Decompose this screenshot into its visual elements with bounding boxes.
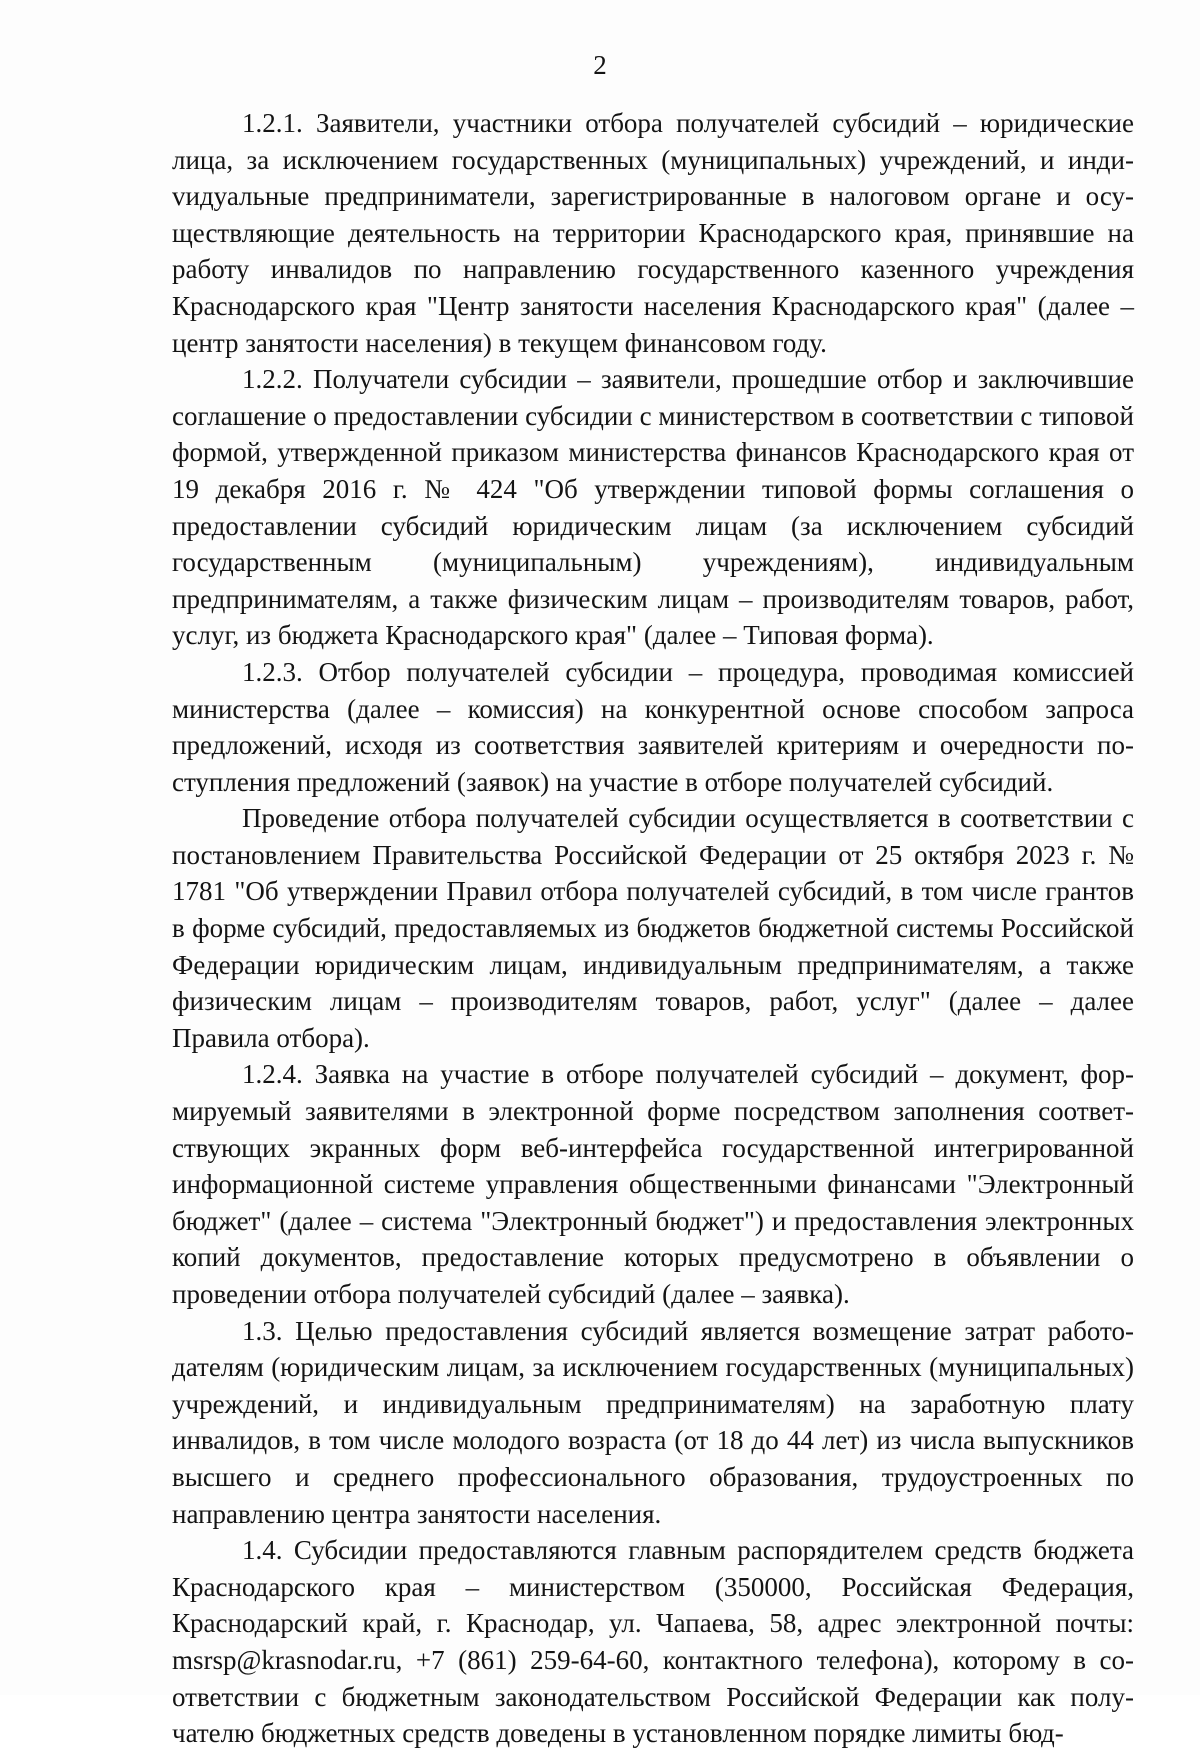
paragraph-1-2-4: 1.2.4. Заявка на участие в отборе получателей субсидий – документ, формируемый заявителями в электронной форме посредством заполнения соответствующих экранных форм веб-интерфейса государственной интегрированной информационной системе управления общественными финансами "Электронный бюджет" (далее – система "Электронный бюджет") и предоставления электронных копий документов, предоставление которых предусмотрено в объявлении о проведении отбора получателей субсидий (далее – заявка).	[172, 1059, 1134, 1309]
paragraph-selection-procedure: Проведение отбора получателей субсидии осуществляется в соответствии с постановлением Правительства Российской Федерации от 25 октября 2023 г. № 1781 "Об утверждении Правил отбора получателей субсидий, в том числе грантов в форме субсидий, предоставляемых из бюджетов бюджетной системы Российской Федерации юридическим лицам, индивидуальным предпринимателям, а также физическим лицам – производителям товаров, работ, услуг" (далее – далее Правила отбора).	[172, 803, 1134, 1053]
paragraph-1-2-2: 1.2.2. Получатели субсидии – заявители, прошедшие отбор и заключившие соглашение о предоставлении субсидии с министерством в соответствии с типовой формой, утвержденной приказом министерства финансов Краснодарского края от 19 декабря 2016 г. № 424 "Об утверждении типовой формы соглашения о предоставлении субсидий юридическим лицам (за исключением субсидий государственным (муниципальным) учреждениям), индивидуальным предпринимателям, а также физическим лицам – производителям товаров, работ, услуг, из бюджета Краснодарского края" (далее – Типовая форма).	[172, 364, 1134, 651]
paragraph-1-4: 1.4. Субсидии предоставляются главным распорядителем средств бюджета Краснодарского края – министерством (350000, Российская Федерация, Краснодарский край, г. Краснодар, ул. Чапаева, 58, адрес электронной почты: msrsp@krasnodar.ru, +7 (861) 259-64-60, контактного телефона), которому в соответствии с бюджетным законодательством Российской Федерации как получателю бюджетных средств доведены в установленном порядке лимиты бюд-	[172, 1535, 1134, 1749]
paragraph-1-2-3: 1.2.3. Отбор получателей субсидии – процедура, проводимая комиссией министерства (далее – комиссия) на конкурентной основе способом запроса предложений, исходя из соответствия заявителей критериям и очередности поступления предложений (заявок) на участие в отборе получателей субсидий.	[172, 656, 1134, 797]
paragraph-1-2-1: 1.2.1. Заявители, участники отбора получателей субсидий – юридические лица, за исключением государственных (муниципальных) учреждений, и индиvидуальные предприниматели, зарегистрированные в налоговом органе и осуществляющие деятельность на территории Краснодарского края, принявшие на работу инвалидов по направлению государственного казенного учреждения Краснодарского края "Центр занятости населения Краснодарского края" (далее – центр занятости населения) в текущем финансовом году.	[172, 108, 1134, 358]
paragraph-1-3: 1.3. Целью предоставления субсидий является возмещение затрат работодателям (юридическим лицам, за исключением государственных (муниципальных) учреждений, и индивидуальным предпринимателям) на заработную плату инвалидов, в том числе молодого возраста (от 18 до 44 лет) из числа выпускников высшего и среднего профессионального образования, трудоустроенных по направлению центра занятости населения.	[172, 1315, 1134, 1529]
document-body	[172, 105, 1134, 1752]
page-number: 2	[593, 50, 607, 80]
